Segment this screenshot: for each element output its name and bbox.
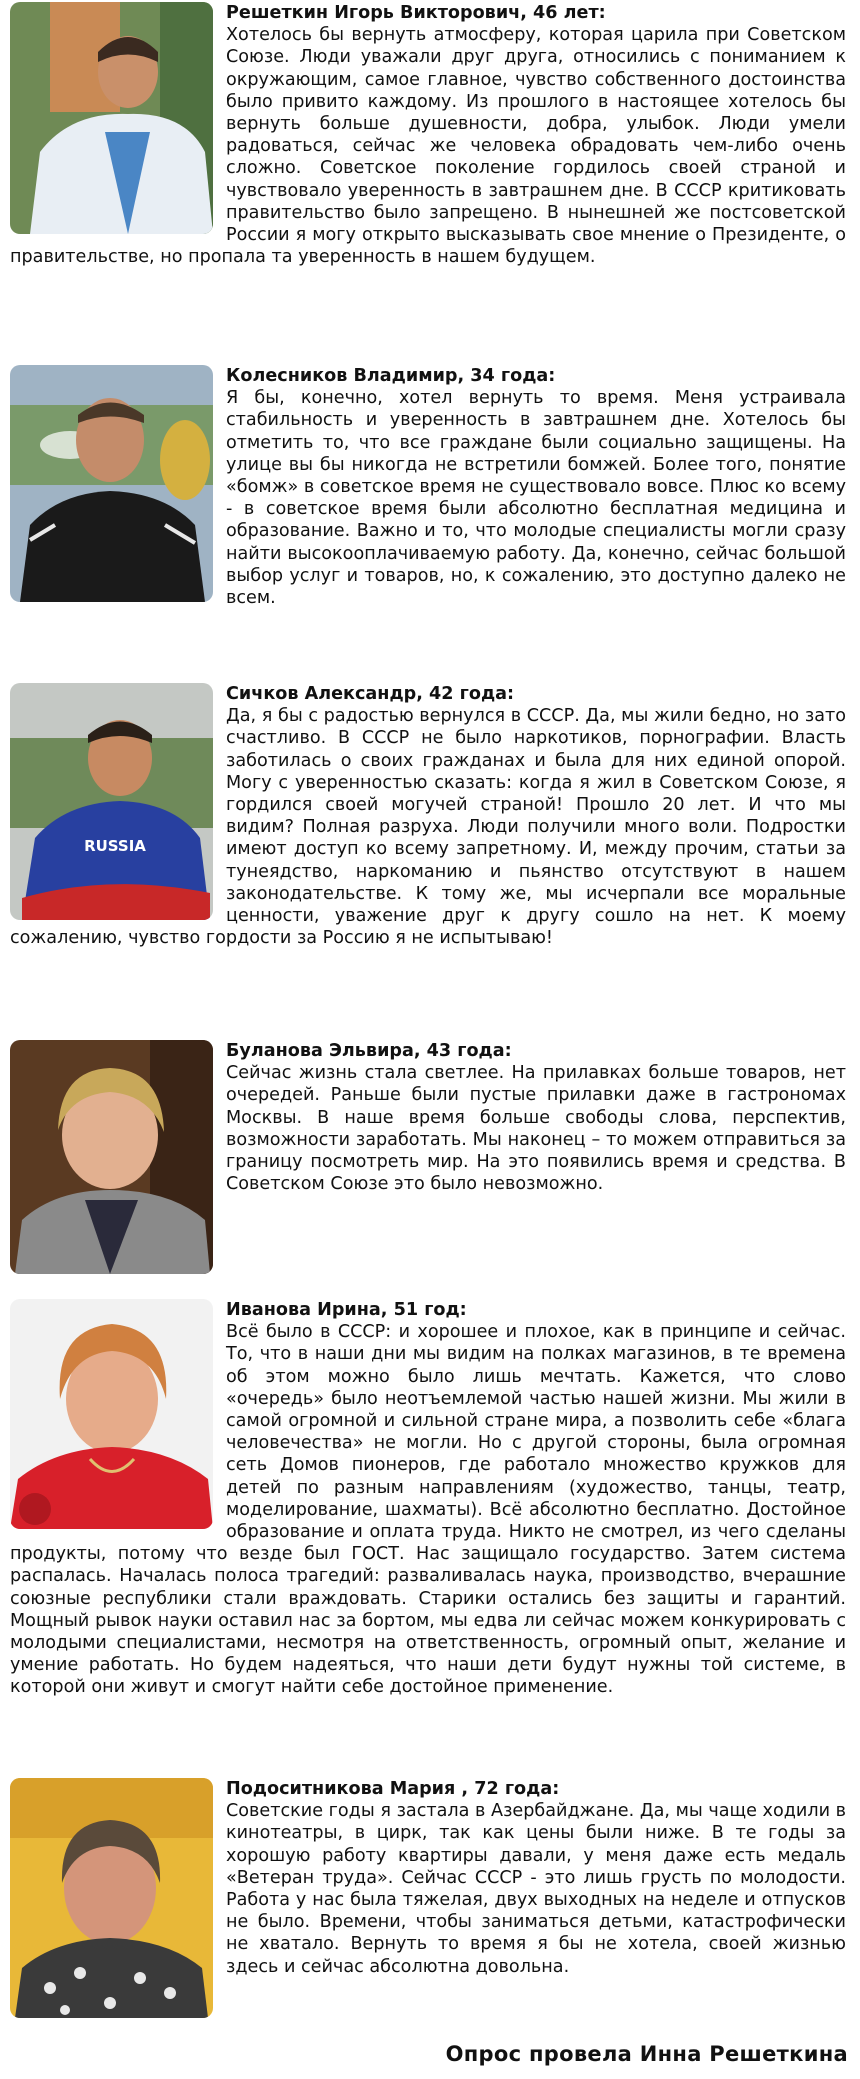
portrait-photo-4 [10,1040,213,1274]
portrait-photo-1 [10,2,213,234]
respondent-answer: Да, я бы с радостью вернулся в СССР. Да, мы жили бедно, но зато счастливо. В СССР не было наркотиков, порнографии. Власть заботилась о своих гражданах и была для них единой опорой. Могу с уверенностью сказать: когда я жил в Советском Союзе, я гордился своей могучей страной! Прошло 20 лет. И что мы видим? Полная разруха. Люди получили много воли. Подростки имеют доступ ко всему запретному. И, между прочим, статьи за тунеядство, наркоманию и пьянство отсутствуют в нашем законодательстве. К тому же, мы исчерпали все моральные ценности, уважение друг к другу сошло на нет. К моему сожалению, чувство гордости за Россию я не испытываю! [10,706,846,949]
survey-entry-5 [10,1299,846,1699]
portrait-photo-5 [10,1299,213,1529]
respondent-name: Буланова Эльвира, 43 года: [226,1041,512,1061]
respondent-name: Иванова Ирина, 51 год: [226,1300,467,1320]
respondent-answer: Хотелось бы вернуть атмосферу, которая царила при Советском Союзе. Люди уважали друг друга, относились с пониманием к окружающим, самое главное, чувство собственного достоинства было привито каждому. Из прошлого в настоящее хотелось бы вернуть больше душевности, добра, улыбок. Люди умели радоваться, сейчас же человека обрадовать чем-либо очень сложно. Советское поколение гордилось своей страной и чувствовало уверенность в завтрашнем дне. В СССР критиковать правительство было запрещено. В нынешней же постсоветской России я могу открыто высказывать свое мнение о Президенте, о правительстве, но пропала та уверенность в нашем будущем. [10,25,846,268]
survey-entry-6 [10,1778,846,2024]
survey-entry-1 [10,2,846,268]
respondent-name: Колесников Владимир, 34 года: [226,366,556,386]
portrait-photo-2 [10,365,213,602]
survey-credit: Опрос провела Инна Решеткина [445,2042,848,2066]
respondent-answer: Всё было в СССР: и хорошее и плохое, как в принципе и сейчас. То, что в наши дни мы видим на полках магазинов, в те времена об этом можно было лишь мечтать. Кажется, что слово «очередь» было неотъемлемой частью нашей жизни. Мы жили в самой огромной и сильной стране мира, а позволить себе «блага человечества» не могли. Но с другой стороны, была огромная сеть Домов пионеров, где работало множество кружков для детей по разным направлениям (художество, танцы, театр, моделирование, шахматы). Всё абсолютно бесплатно. Достойное образование и оплата труда. Никто не смотрел, из чего сделаны продукты, потому что везде был ГОСТ. Нас защищало государство. Затем система распалась. Началась полоса трагедий: разваливалась наука, производство, вчерашние союзные республики стали враждовать. Старики остались без защиты и гарантий. Мощный рывок науки оставил нас за бортом, мы едва ли сейчас можем конкурировать с молодыми специалистами, несмотря на ответственность, огромный опыт, желание и умение работать. Но будем надеяться, что наши дети будут нужны той системе, в которой они живут и смогут найти себе достойное применение. [10,1322,846,1698]
respondent-name: Решеткин Игорь Викторович, 46 лет: [226,3,606,23]
survey-entry-3 [10,683,846,949]
portrait-photo-6 [10,1778,213,2018]
respondent-answer: Сейчас жизнь стала светлее. На прилавках больше товаров, нет очередей. Раньше были пустые прилавки даже в гастрономах Москвы. В наше время больше свободы слова, перспектив, возможности заработать. Мы наконец – то можем отправиться за границу посмотреть мир. На это появились время и средства. В Советском Союзе это было невозможно. [226,1063,846,1195]
respondent-answer: Советские годы я застала в Азербайджане. Да, мы чаще ходили в кинотеатры, в цирк, так как цены были ниже. В те годы за хорошую работу квартиры давали, у меня даже есть медаль «Ветеран труда». Сейчас СССР - это лишь грусть по молодости. Работа у нас была тяжелая, двух выходных на неделе и отпусков не было. Времени, чтобы заниматься детьми, катастрофически не хватало. Вернуть то время я бы не хотела, своей жизнью здесь и сейчас абсолютна довольна. [226,1801,846,1977]
portrait-photo-3 [10,683,213,920]
respondent-name: Подоситникова Мария , 72 года: [226,1779,560,1799]
respondent-name: Сичков Александр, 42 года: [226,684,515,704]
respondent-answer: Я бы, конечно, хотел вернуть то время. Меня устраивала стабильность и уверенность в завтрашнем дне. Хотелось бы отметить то, что все граждане были социально защищены. На улице вы бы никогда не встретили бомжей. Более того, понятие «бомж» в советское время не существовало вовсе. Плюс ко всему - в советское время были абсолютно бесплатная медицина и образование. Важно и то, что молодые специалисты могли сразу найти высокооплачиваемую работу. Да, конечно, сейчас большой выбор услуг и товаров, но, к сожалению, это доступно далеко не всем. [226,388,846,609]
survey-entry-2 [10,365,846,609]
svg-text:RUSSIA: RUSSIA [84,837,146,855]
survey-entry-4 [10,1040,846,1280]
